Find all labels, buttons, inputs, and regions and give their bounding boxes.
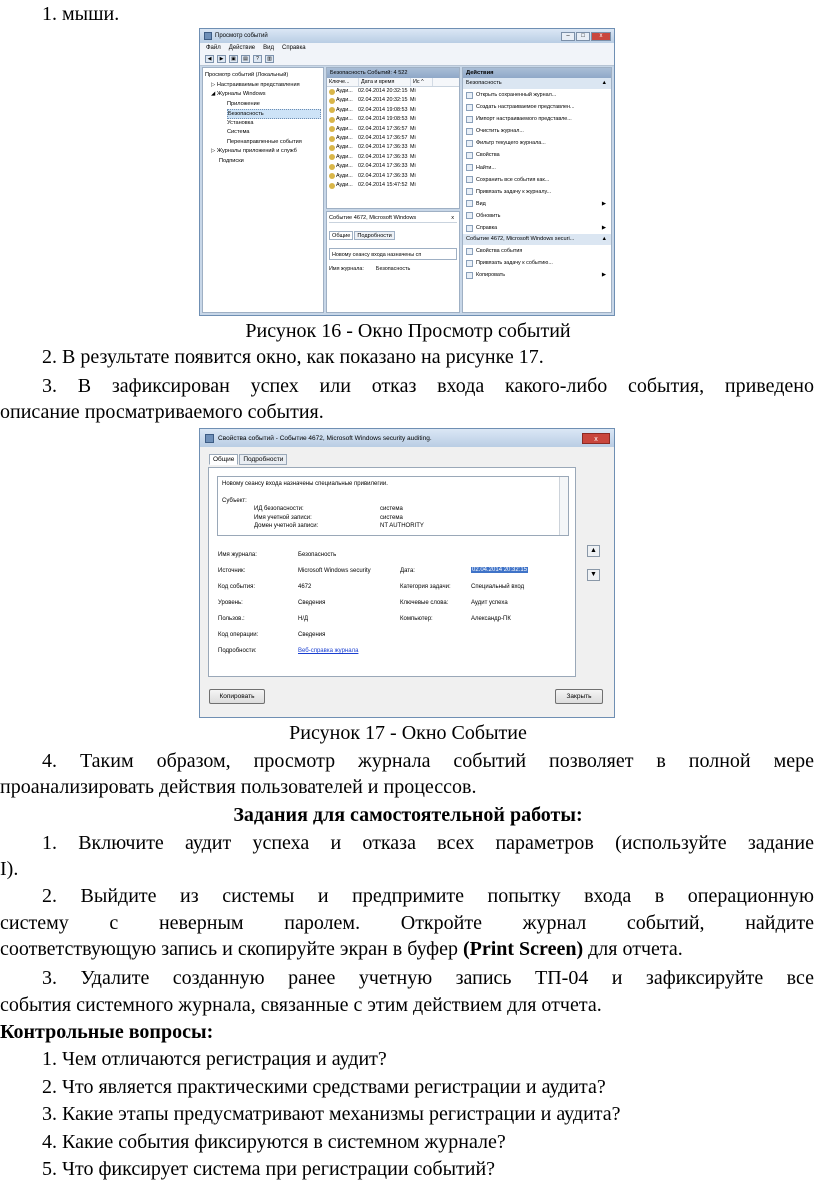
action-item[interactable] <box>463 222 611 234</box>
level-label: Уровень: <box>218 600 243 606</box>
table-row[interactable] <box>327 125 459 134</box>
table-row[interactable] <box>327 134 459 143</box>
action-item[interactable] <box>463 198 611 210</box>
tree-item-application[interactable]: Приложение <box>227 100 260 107</box>
action-label: Открыть сохраненный журнал... <box>476 92 557 98</box>
row-datetime: 02.04.2014 17:36:33 <box>358 163 408 170</box>
table-row[interactable] <box>327 162 459 171</box>
event-viewer-screenshot <box>199 28 615 316</box>
category-label: Категория задачи: <box>400 584 451 590</box>
source-value: Microsoft Windows security <box>298 568 371 574</box>
subject-row <box>222 522 564 531</box>
action-icon <box>466 176 473 183</box>
list-item-mouse: 1. мыши. <box>42 3 120 25</box>
event-detail-pane <box>326 211 460 313</box>
task-2-line-3 <box>0 937 683 961</box>
menu-action[interactable]: Действие <box>228 45 256 51</box>
event-description-box <box>217 476 569 536</box>
row-keyword: Ауди... <box>336 172 353 179</box>
event-list-columns <box>327 78 459 87</box>
collapse-arrow-icon[interactable]: ▲ <box>601 80 607 86</box>
action-item[interactable] <box>463 257 611 269</box>
action-item[interactable] <box>463 186 611 198</box>
collapse-arrow-icon[interactable]: ▲ <box>601 236 607 243</box>
tree-item-root[interactable]: Просмотр событий (Локальный) <box>205 72 289 78</box>
event-viewer-toolbar <box>200 53 614 66</box>
row-source: Mi <box>410 116 416 123</box>
tree-item-forwarded[interactable]: Перенаправленные события <box>227 138 302 145</box>
table-row[interactable] <box>327 181 459 190</box>
minimize-button[interactable]: – <box>561 32 575 41</box>
row-datetime: 02.04.2014 15:47:52 <box>358 181 408 188</box>
row-datetime: 02.04.2014 20:32:15 <box>358 88 408 94</box>
question-3: 3. Какие этапы предусматривают механизмы регистрации и аудита? <box>42 1103 621 1125</box>
actions-section-event[interactable] <box>463 234 611 245</box>
figure-17-caption: Рисунок 17 - Окно Событие <box>289 722 527 744</box>
audit-key-icon <box>329 173 335 179</box>
event-list <box>326 67 460 209</box>
audit-key-icon <box>329 89 335 95</box>
action-icon <box>466 92 473 99</box>
row-keyword: Ауди... <box>336 134 353 141</box>
table-row[interactable] <box>327 143 459 152</box>
action-label: Вид <box>476 200 486 207</box>
folder-icon[interactable]: ▣ <box>229 55 238 63</box>
row-source: Mi <box>410 106 416 113</box>
action-label: Справка <box>476 225 498 232</box>
subject-value: NT AUTHORITY <box>380 523 424 529</box>
detail-tab-general[interactable]: Общие <box>329 231 353 240</box>
row-source: Mi <box>410 153 416 160</box>
row-datetime: 02.04.2014 17:36:33 <box>358 144 408 151</box>
maximize-button[interactable]: □ <box>576 32 590 41</box>
table-row[interactable] <box>327 106 459 115</box>
action-item[interactable] <box>463 210 611 222</box>
paragraph-item-3-line-1: 3. В зафиксирован успех или отказ входа какого-либо события, приведено <box>42 375 814 397</box>
question-1: 1. Чем отличаются регистрация и аудит? <box>42 1048 387 1070</box>
action-icon <box>466 212 473 219</box>
more-info-label: Подробности: <box>218 648 257 654</box>
audit-key-icon <box>329 136 335 142</box>
row-source: Mi <box>410 163 416 170</box>
event-properties-title: Свойства событий - Событие 4672, Microsoft Windows security auditing. <box>218 434 432 442</box>
row-keyword: Ауди... <box>336 163 353 170</box>
audit-key-icon <box>329 154 335 160</box>
action-icon <box>466 248 473 255</box>
action-label: Создать настраиваемое представлен... <box>476 104 575 111</box>
event-description: Новому сеансу входа назначены специальные привилегии. <box>222 481 388 487</box>
actions-section-security[interactable] <box>463 78 611 89</box>
tree-item-app-logs[interactable]: ▷ Журналы приложений и служб <box>211 148 297 154</box>
actions-pane <box>462 67 612 313</box>
task-2-line-3-end: для отчета. <box>583 938 683 960</box>
row-datetime: 02.04.2014 17:36:57 <box>358 125 408 132</box>
action-label: Найти... <box>476 164 496 171</box>
subject-key: ИД безопасности: <box>254 506 304 512</box>
submenu-arrow-icon: ▶ <box>601 225 606 232</box>
row-keyword: Ауди... <box>336 153 353 160</box>
event-viewer-tree <box>202 67 324 313</box>
row-keyword: Ауди... <box>336 144 353 151</box>
paragraph-item-4-line-1: 4. Таким образом, просмотр журнала событий позволяет в полной мере <box>42 750 814 772</box>
keywords-value: Аудит успеха <box>471 600 508 606</box>
print-screen-key: (Print Screen) <box>462 938 584 960</box>
next-event-icon[interactable]: ▼ <box>587 569 600 581</box>
action-label: Копировать <box>476 272 506 279</box>
action-icon <box>466 104 473 111</box>
action-item[interactable] <box>463 113 611 125</box>
tree-item-security[interactable]: Безопасность <box>227 109 321 119</box>
log-name-label: Имя журнала: <box>218 552 257 558</box>
general-panel <box>208 467 576 677</box>
more-info-link[interactable]: Веб-справка журнала <box>298 648 359 654</box>
tab-general[interactable]: Общие <box>209 454 238 465</box>
task-1-line-2: I). <box>0 858 19 880</box>
table-row[interactable] <box>327 153 459 162</box>
forward-icon[interactable]: ▶ <box>217 55 226 63</box>
description-scrollbar[interactable] <box>559 477 568 535</box>
row-source: Mi <box>410 181 416 188</box>
task-3-line-2: события системного журнала, связанные с этим действием для отчета. <box>0 994 602 1016</box>
action-item[interactable] <box>463 149 611 161</box>
audit-key-icon <box>329 117 335 123</box>
row-keyword: Ауди... <box>336 125 353 132</box>
questions-heading: Контрольные вопросы: <box>0 1021 214 1043</box>
tree-item-setup[interactable]: Установка <box>227 119 254 126</box>
computer-label: Компьютер: <box>400 616 433 622</box>
action-icon <box>466 152 473 159</box>
action-icon <box>466 128 473 135</box>
subject-row <box>222 514 564 523</box>
action-icon <box>466 260 473 267</box>
table-row[interactable] <box>327 115 459 124</box>
action-label: Привязать задачу к журналу... <box>476 188 552 195</box>
panel-icon[interactable]: ▥ <box>265 55 274 63</box>
action-item[interactable] <box>463 125 611 137</box>
task-2-line-3-start: соответствующую запись и скопируйте экран в буфер <box>0 938 463 960</box>
subject-label: Субъект: <box>222 497 247 504</box>
subject-key: Домен учетной записи: <box>254 523 319 529</box>
action-item[interactable] <box>463 101 611 113</box>
detail-log-label: Имя журнала: <box>329 266 364 272</box>
close-button[interactable]: x <box>582 433 610 444</box>
opcode-label: Код операции: <box>218 632 259 638</box>
task-2-line-2: систему с неверным паролем. Откройте журнал событий, найдите <box>0 912 814 934</box>
row-datetime: 02.04.2014 17:36:33 <box>358 172 408 179</box>
row-keyword: Ауди... <box>336 181 353 188</box>
menu-help[interactable]: Справка <box>282 45 306 51</box>
date-value[interactable]: 02.04.2014 20:32:15 <box>472 567 528 573</box>
tree-item-custom-views[interactable]: ▷ Настраиваемые представления <box>211 81 300 88</box>
action-icon <box>466 188 473 195</box>
detail-tab-details[interactable]: Подробности <box>354 231 394 240</box>
level-value: Сведения <box>298 600 326 606</box>
row-source: Mi <box>410 88 416 94</box>
action-icon <box>466 272 473 279</box>
category-value: Специальный вход <box>471 584 525 590</box>
question-4: 4. Какие события фиксируются в системном журнале? <box>42 1131 506 1153</box>
event-properties-titlebar <box>200 429 614 447</box>
column-source[interactable]: Ис ^ <box>411 78 433 86</box>
event-list-header: Безопасность Событий: 4 522 <box>327 68 459 78</box>
tasks-heading: Задания для самостоятельной работы: <box>233 804 583 826</box>
action-icon <box>466 164 473 171</box>
computer-value: Александр-ПК <box>471 616 511 622</box>
event-id-label: Код события: <box>218 584 256 590</box>
action-item[interactable] <box>463 245 611 257</box>
row-datetime: 02.04.2014 17:36:57 <box>358 134 408 141</box>
event-viewer-menubar <box>200 43 614 53</box>
paragraph-item-3-line-2: описание просматриваемого события. <box>0 401 324 423</box>
close-dialog-button[interactable]: Закрыть <box>555 689 603 704</box>
tree-item-system[interactable]: Система <box>227 129 250 135</box>
detail-log-value: Безопасность <box>375 266 411 272</box>
table-row[interactable] <box>327 96 459 105</box>
table-row[interactable] <box>327 87 459 96</box>
audit-key-icon <box>329 107 335 113</box>
audit-key-icon <box>329 183 335 189</box>
detail-close-icon[interactable]: x <box>451 215 454 221</box>
audit-key-icon <box>329 98 335 104</box>
submenu-arrow-icon: ▶ <box>601 200 606 207</box>
action-icon <box>466 225 473 232</box>
action-label: Очистить журнал... <box>476 128 524 135</box>
action-label: Свойства <box>476 152 500 159</box>
row-datetime: 02.04.2014 19:08:53 <box>358 106 408 113</box>
previous-event-icon[interactable]: ▲ <box>587 545 600 557</box>
row-source: Mi <box>410 134 416 141</box>
action-label: Свойства события <box>476 248 523 255</box>
subject-key: Имя учетной записи: <box>254 514 312 521</box>
action-label: Обновить <box>476 212 501 219</box>
row-source: Mi <box>410 144 416 151</box>
list-icon[interactable]: ▤ <box>241 55 250 63</box>
row-keyword: Ауди... <box>336 88 353 94</box>
action-item[interactable] <box>463 137 611 149</box>
event-properties-app-icon <box>205 434 214 443</box>
actions-header: Действия <box>463 68 611 78</box>
tab-details[interactable]: Подробности <box>239 454 287 465</box>
action-label: Фильтр текущего журнала... <box>476 140 546 147</box>
event-id-value: 4672 <box>298 584 312 590</box>
action-label: Импорт настраиваемого представле... <box>476 116 572 123</box>
actions-section-event-label: Событие 4672, Microsoft Windows securi... <box>466 236 575 243</box>
row-datetime: 02.04.2014 17:36:33 <box>358 153 408 160</box>
row-datetime: 02.04.2014 19:08:53 <box>358 116 408 123</box>
task-1-line-1: 1. Включите аудит успеха и отказа всех параметров (используйте задание <box>42 832 814 854</box>
close-button[interactable]: x <box>591 32 611 41</box>
menu-file[interactable]: Файл <box>206 45 221 51</box>
action-item[interactable] <box>463 162 611 174</box>
action-icon <box>466 116 473 123</box>
row-keyword: Ауди... <box>336 116 353 123</box>
event-viewer-title: Просмотр событий <box>215 33 268 39</box>
help-icon[interactable]: ? <box>253 55 262 63</box>
row-datetime: 02.04.2014 20:32:15 <box>358 97 408 104</box>
subject-value: система <box>380 506 403 512</box>
row-source: Mi <box>410 172 416 179</box>
row-keyword: Ауди... <box>336 106 353 113</box>
action-item[interactable] <box>463 89 611 101</box>
action-label: Сохранить все события как... <box>476 176 550 183</box>
tree-item-subscriptions[interactable]: Подписки <box>219 157 244 164</box>
row-keyword: Ауди... <box>336 97 353 104</box>
copy-button[interactable]: Копировать <box>209 689 265 704</box>
menu-view[interactable]: Вид <box>263 45 275 51</box>
task-2-line-1: 2. Выйдите из системы и предпримите попытку входа в операционную <box>42 885 814 907</box>
action-item[interactable] <box>463 269 611 281</box>
column-datetime[interactable]: Дата и время <box>359 78 411 86</box>
task-3-line-1: 3. Удалите созданную ранее учетную запись ТП-04 и зафиксируйте все <box>42 967 814 989</box>
event-viewer-app-icon <box>204 32 212 40</box>
paragraph-item-2: 2. В результате появится окно, как показано на рисунке 17. <box>42 346 544 368</box>
event-viewer-titlebar <box>200 29 614 43</box>
column-keywords[interactable]: Ключе... <box>327 78 359 86</box>
event-detail-title: Событие 4672, Microsoft Windows <box>329 215 417 221</box>
action-item[interactable] <box>463 174 611 186</box>
event-properties-screenshot <box>199 428 615 718</box>
table-row[interactable] <box>327 172 459 181</box>
user-label: Пользов.: <box>218 616 245 622</box>
question-5: 5. Что фиксирует система при регистрации событий? <box>42 1158 496 1180</box>
figure-16-caption: Рисунок 16 - Окно Просмотр событий <box>245 320 571 342</box>
action-icon <box>466 140 473 147</box>
submenu-arrow-icon: ▶ <box>601 272 606 279</box>
detail-description: Новому сеансу входа назначены сп <box>329 248 457 260</box>
action-label: Привязать задачу к событию... <box>476 260 553 267</box>
date-label: Дата: <box>400 568 415 574</box>
source-label: Источник: <box>218 568 246 574</box>
back-icon[interactable]: ◀ <box>205 55 214 63</box>
row-source: Mi <box>410 125 416 132</box>
row-source: Mi <box>410 97 416 104</box>
paragraph-item-4-line-2: проанализировать действия пользователей и процессов. <box>0 776 477 798</box>
keywords-label: Ключевые слова: <box>400 600 449 606</box>
opcode-value: Сведения <box>298 632 326 638</box>
user-value: Н/Д <box>298 616 309 622</box>
tree-item-windows-logs[interactable]: ◢ Журналы Windows <box>211 91 266 97</box>
log-name-value: Безопасность <box>298 552 337 558</box>
question-2: 2. Что является практическими средствами регистрации и аудита? <box>42 1076 606 1098</box>
audit-key-icon <box>329 126 335 132</box>
subject-row <box>222 505 564 514</box>
audit-key-icon <box>329 145 335 151</box>
event-detail-header <box>329 214 457 223</box>
subject-value: система <box>380 514 403 521</box>
audit-key-icon <box>329 164 335 170</box>
action-icon <box>466 200 473 207</box>
actions-section-security-label: Безопасность <box>466 80 502 86</box>
